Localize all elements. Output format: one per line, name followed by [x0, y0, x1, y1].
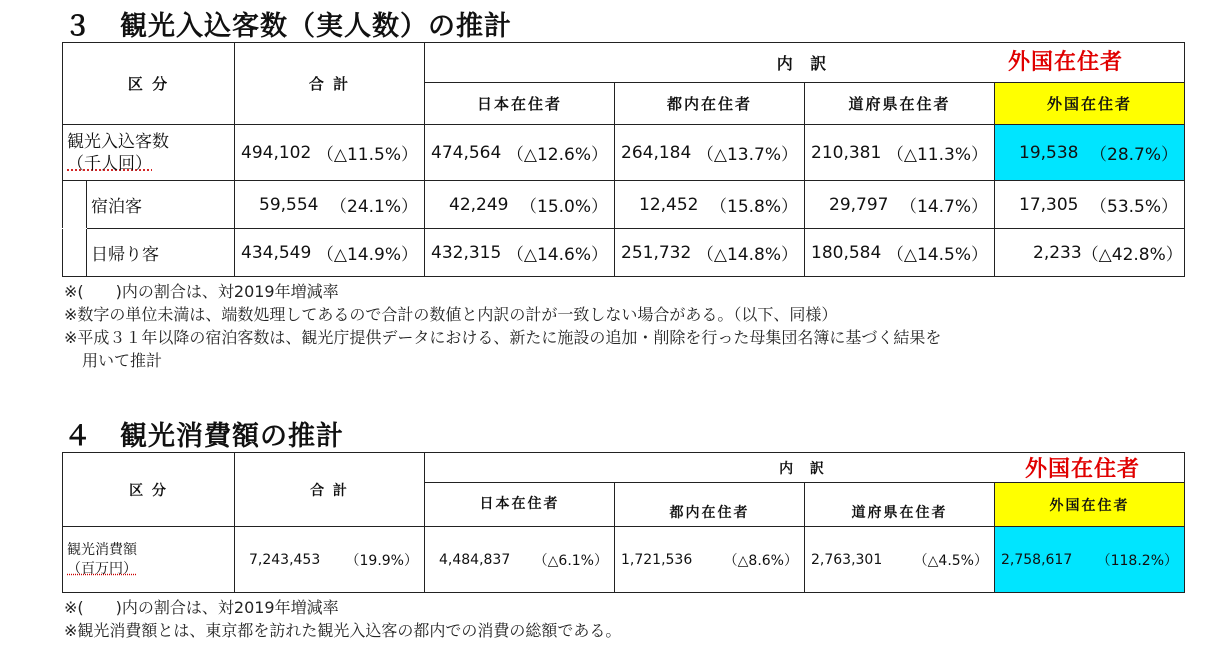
section4-notes	[64, 596, 621, 642]
foreign-callout-label: 外国在住者	[1025, 457, 1141, 482]
note-line: ※観光消費額とは、東京都を訪れた観光入込客の都内での消費の総額である。	[64, 621, 622, 640]
cell-dofuken: 2,763,301 （△4.5%）	[805, 527, 995, 593]
note-line: ※( )内の割合は、対2019年増減率	[64, 598, 339, 617]
indent-spacer	[63, 229, 87, 277]
cell-tonai: 251,732 （△14.8%）	[615, 229, 805, 277]
section4-title: ４ 観光消費額の推計	[64, 421, 344, 452]
consumption-table	[62, 452, 1185, 593]
cell-total: 7,243,453 （19.9%）	[235, 527, 425, 593]
row-label-overnight: 宿泊客	[87, 181, 235, 229]
cell-total: 59,554 （24.1%）	[235, 181, 425, 229]
header-tonai: 都内在住者	[615, 483, 805, 527]
table-row	[63, 181, 1185, 229]
cell-foreign: 17,305 （53.5%）	[995, 181, 1185, 229]
header-foreign: 外国在住者	[995, 483, 1185, 527]
cell-total: 434,549 （△14.9%）	[235, 229, 425, 277]
note-line: ※( )内の割合は、対2019年増減率	[64, 282, 339, 301]
header-tonai: 都内在住者	[615, 83, 805, 125]
row-label-consumption: 観光消費額 （百万円）	[63, 527, 235, 593]
cell-dofuken: 180,584 （△14.5%）	[805, 229, 995, 277]
header-dofuken: 道府県在住者	[805, 83, 995, 125]
cell-japan: 4,484,837 （△6.1%）	[425, 527, 615, 593]
section3-notes	[64, 280, 941, 372]
table-row	[63, 229, 1185, 277]
cell-tonai: 12,452 （15.8%）	[615, 181, 805, 229]
table-row	[63, 527, 1185, 593]
header-uchiwake: 内 訳	[425, 453, 1185, 483]
header-uchiwake: 内 訳	[425, 43, 1185, 83]
header-total: 合 計	[235, 43, 425, 125]
header-dofuken: 道府県在住者	[805, 483, 995, 527]
header-kubun: 区 分	[63, 453, 235, 527]
cell-japan: 42,249 （15.0%）	[425, 181, 615, 229]
cell-japan: 432,315 （△14.6%）	[425, 229, 615, 277]
cell-foreign: 2,758,617 （118.2%）	[995, 527, 1185, 593]
section3-title: ３ 観光入込客数（実人数）の推計	[64, 11, 512, 42]
header-foreign: 外国在住者	[995, 83, 1185, 125]
indent-spacer	[63, 181, 87, 229]
visitor-count-table	[62, 42, 1185, 277]
cell-dofuken: 29,797 （14.7%）	[805, 181, 995, 229]
note-line: 用いて推計	[82, 351, 163, 370]
row-label-daytrip: 日帰り客	[87, 229, 235, 277]
note-line: ※数字の単位未満は、端数処理してあるので合計の数値と内訳の計が一致しない場合がある。（以下、同様）	[64, 305, 838, 324]
cell-foreign: 2,233 （△42.8%）	[995, 229, 1185, 277]
header-kubun: 区 分	[63, 43, 235, 125]
foreign-callout-label: 外国在住者	[1008, 50, 1124, 75]
header-japan: 日本在住者	[425, 83, 615, 125]
cell-tonai: 1,721,536 （△8.6%）	[615, 527, 805, 593]
cell-total: 494,102 （△11.5%）	[235, 125, 425, 181]
header-total: 合 計	[235, 453, 425, 527]
cell-foreign: 19,538 （28.7%）	[995, 125, 1185, 181]
note-line: ※平成３１年以降の宿泊客数は、観光庁提供データにおける、新たに施設の追加・削除を行った母集団名簿に基づく結果を	[64, 328, 942, 347]
cell-japan: 474,564 （△12.6%）	[425, 125, 615, 181]
cell-tonai: 264,184 （△13.7%）	[615, 125, 805, 181]
table-row	[63, 125, 1185, 181]
header-japan: 日本在住者	[425, 483, 615, 527]
cell-dofuken: 210,381 （△11.3%）	[805, 125, 995, 181]
row-label-visitors: 観光入込客数 （千人回）	[63, 125, 235, 181]
